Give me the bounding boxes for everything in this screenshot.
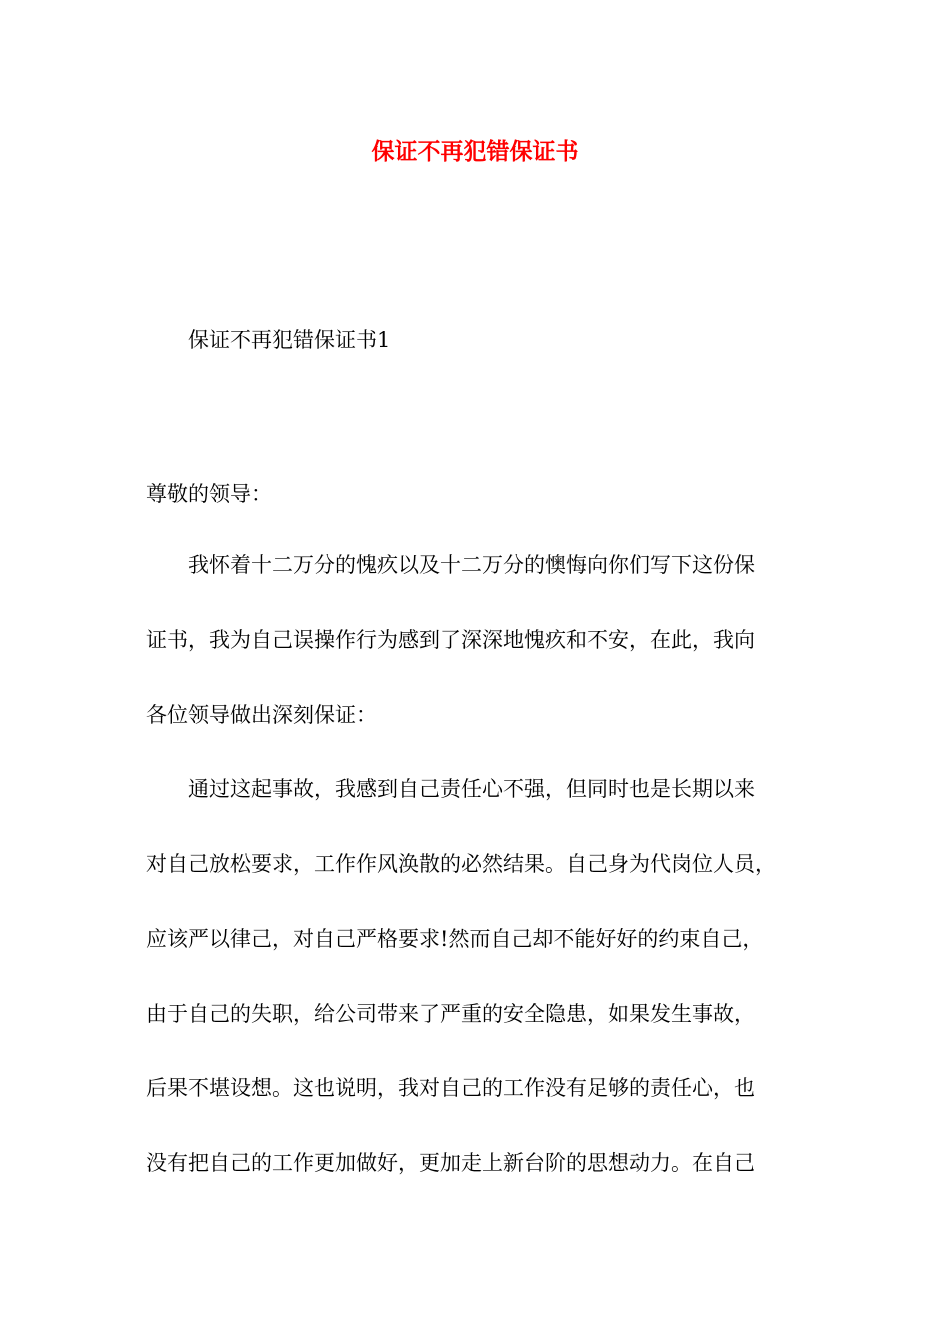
- body-line: 通过这起事故，我感到自己责任心不强，但同时也是长期以来: [188, 777, 755, 801]
- document-subtitle: 保证不再犯错保证书1: [188, 328, 391, 352]
- body-line: 对自己放松要求，工作作风涣散的必然结果。自己身为代岗位人员，: [146, 852, 776, 876]
- body-line: 没有把自己的工作更加做好，更加走上新台阶的思想动力。在自己: [146, 1151, 755, 1175]
- salutation: 尊敬的领导：: [146, 482, 272, 506]
- body-line: 我怀着十二万分的愧疚以及十二万分的懊悔向你们写下这份保: [188, 553, 755, 577]
- document-title: 保证不再犯错保证书: [371, 138, 579, 165]
- body-line: 证书，我为自己误操作行为感到了深深地愧疚和不安，在此，我向: [146, 628, 755, 652]
- body-line: 后果不堪设想。这也说明，我对自己的工作没有足够的责任心，也: [146, 1076, 755, 1100]
- body-line: 各位领导做出深刻保证：: [146, 703, 377, 727]
- body-line: 应该严以律己，对自己严格要求!然而自己却不能好好的约束自己，: [146, 927, 764, 951]
- body-line: 由于自己的失职，给公司带来了严重的安全隐患，如果发生事故，: [146, 1002, 755, 1026]
